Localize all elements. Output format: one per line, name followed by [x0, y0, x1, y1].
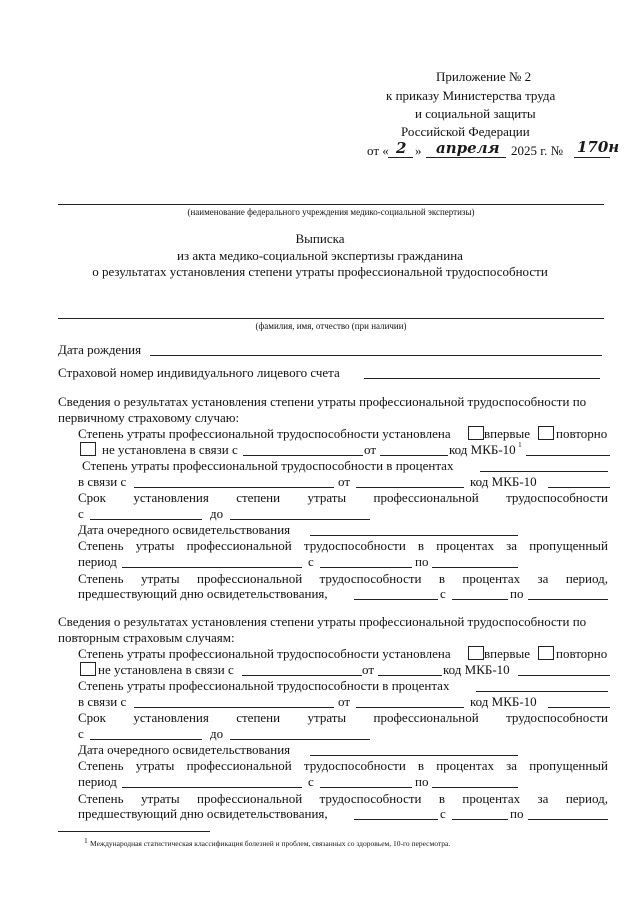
primary-mkb-label: код МКБ-10: [449, 442, 516, 457]
primary-mkb2-line: [548, 487, 610, 488]
primary-first-time-checkbox[interactable]: [468, 426, 484, 440]
date-day: 2: [396, 139, 407, 157]
repeat-mkb2-line: [548, 707, 610, 708]
primary-next-exam-label: Дата очередного освидетельствования: [78, 522, 291, 537]
primary-first-time-label: впервые: [484, 426, 531, 441]
primary-term-from-label: с: [78, 506, 84, 521]
repeat-missed-to-label: по: [415, 774, 429, 789]
primary-missed-period-label: период: [78, 554, 117, 569]
primary-missed-period-line: [122, 567, 302, 568]
repeat-not-established-checkbox[interactable]: [80, 662, 96, 676]
repeat-heading2: повторным страховым случаям:: [58, 630, 235, 645]
primary-term-to-label: до: [210, 506, 224, 521]
date-month-line: [426, 157, 506, 158]
repeat-prior-line2: предшествующий дню освидетельствования,: [78, 806, 328, 821]
appendix-line1: Приложение № 2: [436, 69, 532, 84]
snils-label: Страховой номер индивидуального лицевого счета: [58, 365, 340, 380]
appendix-line2: к приказу Министерства труда: [386, 88, 556, 103]
repeat-prior-from-label: с: [440, 806, 446, 821]
primary-missed-line1: Степень утраты профессиональной трудоспособности в процентах за пропущенный: [78, 538, 608, 553]
repeat-from-label: от: [362, 662, 375, 677]
primary-from2-line: [356, 487, 464, 488]
repeat-missed-from-line: [320, 787, 412, 788]
repeat-not-established-label: не установлена в связи с: [98, 662, 234, 677]
primary-in-connection-line: [134, 487, 334, 488]
primary-not-established-label: не установлена в связи с: [102, 442, 238, 457]
repeat-missed-line1: Степень утраты профессиональной трудоспособности в процентах за пропущенный: [78, 758, 608, 773]
title-line1: Выписка: [295, 231, 345, 246]
repeat-heading1: Сведения о результатах установления степени утраты профессиональной трудоспособности по: [58, 614, 587, 629]
primary-prior-to-label: по: [510, 586, 524, 601]
primary-from2-label: от: [338, 474, 351, 489]
repeat-missed-period-label: период: [78, 774, 117, 789]
repeat-term-to-line: [230, 739, 370, 740]
fio-caption: (фамилия, имя, отчество (при наличии): [255, 321, 407, 331]
primary-prior-pct-line: [354, 599, 438, 600]
repeat-first-time-checkbox[interactable]: [468, 646, 484, 660]
repeat-term-label: Срок установления степени утраты профессиональной трудоспособности: [78, 710, 608, 725]
footnote-mark: 1: [84, 836, 88, 845]
repeat-next-exam-line: [310, 755, 518, 756]
primary-mkb-line: [526, 455, 610, 456]
primary-term-from-line: [90, 519, 202, 520]
repeat-next-exam-label: Дата очередного освидетельствования: [78, 742, 291, 757]
footnote-text: Международная статистическая классификация болезней и проблем, связанных со здоровьем, 10-го пересмотра.: [90, 839, 451, 848]
date-number: 170н: [577, 138, 620, 156]
repeat-missed-to-line: [432, 787, 518, 788]
primary-term-label: Срок установления степени утраты профессиональной трудоспособности: [78, 490, 608, 505]
repeat-percent-line: [476, 691, 608, 692]
birth-date-label: Дата рождения: [58, 342, 142, 357]
repeat-from-line: [378, 675, 442, 676]
repeat-term-to-label: до: [210, 726, 224, 741]
repeat-mkb2-label: код МКБ-10: [470, 694, 537, 709]
primary-percent-label: Степень утраты профессиональной трудоспособности в процентах: [82, 458, 454, 473]
repeat-prior-to-line: [528, 819, 608, 820]
primary-prior-from-label: с: [440, 586, 446, 601]
repeat-prior-line1: Степень утраты профессиональной трудоспособности в процентах за период,: [78, 791, 608, 806]
title-line2: из акта медико-социальной экспертизы гражданина: [177, 248, 463, 263]
primary-term-to-line: [230, 519, 370, 520]
primary-not-established-checkbox[interactable]: [80, 442, 96, 456]
primary-prior-line1: Степень утраты профессиональной трудоспособности в процентах за период,: [78, 571, 608, 586]
repeat-missed-from-label: с: [308, 774, 314, 789]
repeat-prior-pct-line: [354, 819, 438, 820]
primary-from-label: от: [364, 442, 377, 457]
repeat-prior-from-line: [452, 819, 508, 820]
date-mid: »: [415, 143, 422, 158]
primary-prior-from-line: [452, 599, 508, 600]
primary-prior-line2: предшествующий дню освидетельствования,: [78, 586, 328, 601]
primary-prior-to-line: [528, 599, 608, 600]
primary-next-exam-line: [310, 535, 518, 536]
footnote-separator: [58, 831, 210, 832]
repeat-mkb-line: [518, 675, 610, 676]
primary-heading2: первичному страховому случаю:: [58, 410, 240, 425]
repeat-reason-line: [242, 675, 362, 676]
repeat-repeat-label: повторно: [556, 646, 608, 661]
primary-missed-from-line: [320, 567, 412, 568]
repeat-prior-to-label: по: [510, 806, 524, 821]
primary-repeat-checkbox[interactable]: [538, 426, 554, 440]
repeat-first-time-label: впервые: [484, 646, 531, 661]
primary-missed-to-line: [432, 567, 518, 568]
institution-line: [58, 204, 604, 205]
date-year: 2025 г. №: [511, 143, 564, 158]
repeat-from2-label: от: [338, 694, 351, 709]
fio-line: [58, 318, 604, 319]
date-day-line: [388, 157, 413, 158]
primary-percent-line: [480, 471, 608, 472]
institution-caption: (наименование федерального учреждения медико-социальной экспертизы): [187, 207, 475, 217]
primary-established-label: Степень утраты профессиональной трудоспособности установлена: [78, 426, 451, 441]
repeat-missed-period-line: [122, 787, 302, 788]
primary-from-line: [380, 455, 448, 456]
primary-footnote-mark: 1: [518, 440, 522, 449]
date-month: апреля: [436, 139, 500, 157]
appendix-line4: Российской Федерации: [401, 124, 530, 139]
primary-missed-from-label: с: [308, 554, 314, 569]
date-prefix: от «: [367, 143, 389, 158]
snils-line: [364, 378, 600, 379]
repeat-in-connection-label: в связи с: [78, 694, 127, 709]
birth-date-line: [150, 355, 602, 356]
primary-in-connection-label: в связи с: [78, 474, 127, 489]
primary-mkb2-label: код МКБ-10: [470, 474, 537, 489]
repeat-in-connection-line: [134, 707, 334, 708]
title-line3: о результатах установления степени утраты профессиональной трудоспособности: [92, 264, 548, 279]
primary-repeat-label: повторно: [556, 426, 608, 441]
repeat-established-label: Степень утраты профессиональной трудоспособности установлена: [78, 646, 451, 661]
repeat-term-from-line: [90, 739, 202, 740]
date-number-line: [574, 157, 610, 158]
repeat-term-from-label: с: [78, 726, 84, 741]
repeat-mkb-label: код МКБ-10: [443, 662, 510, 677]
repeat-repeat-checkbox[interactable]: [538, 646, 554, 660]
repeat-percent-label: Степень утраты профессиональной трудоспособности в процентах: [78, 678, 450, 693]
repeat-from2-line: [356, 707, 464, 708]
primary-reason-line: [243, 455, 363, 456]
primary-missed-to-label: по: [415, 554, 429, 569]
primary-heading1: Сведения о результатах установления степени утраты профессиональной трудоспособности по: [58, 394, 587, 409]
appendix-line3: и социальной защиты: [415, 106, 536, 121]
